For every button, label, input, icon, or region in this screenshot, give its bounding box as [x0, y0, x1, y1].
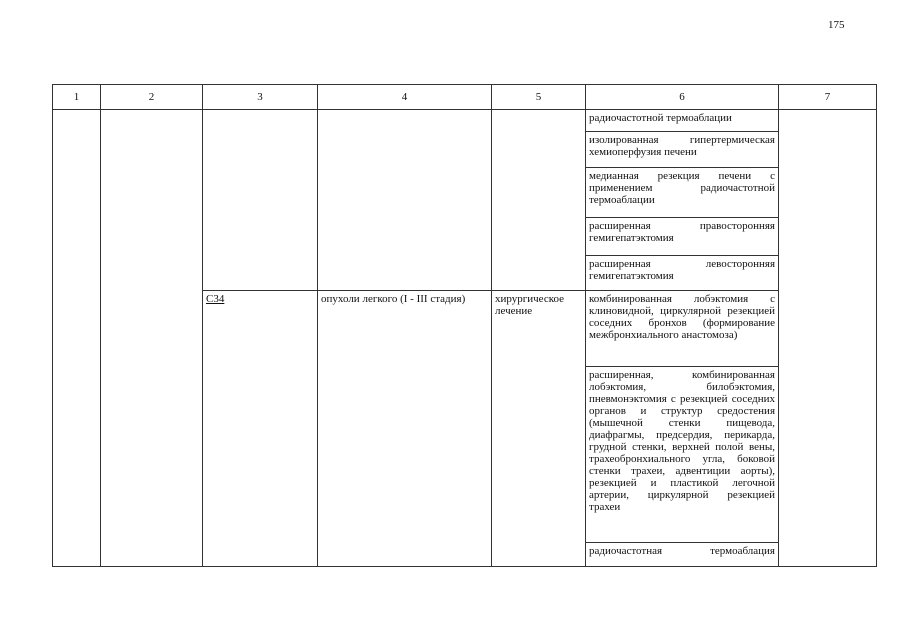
method-cell: расширенная левосторонняя гемигепатэктомия	[586, 256, 779, 291]
cell-col5	[492, 110, 586, 291]
col-header-6: 6	[586, 85, 779, 110]
cell-col4	[318, 110, 492, 291]
method-cell: расширенная, комбинированная лобэктомия, билобэктомия, пневмонэктомия с резекцией соседних органов и структур средостения (мышечной стенки пищевода, диафрагмы, предсердия, перикарда, грудной стенки, верхней полой вены, трахеобронхиального угла, боковой стенки трахеи, адвентиции аорты), резекцией и пластикой легочной артерии, циркулярной резекцией трахеи	[586, 367, 779, 543]
col-header-2: 2	[101, 85, 203, 110]
col-header-7: 7	[779, 85, 877, 110]
services-table	[52, 84, 877, 567]
treatment-cell: хирургическое лечение	[492, 291, 586, 567]
cell-col2	[101, 110, 203, 567]
col-header-4: 4	[318, 85, 492, 110]
diagnosis-code-text: C34	[206, 293, 225, 305]
method-cell: медианная резекция печени с применением радиочастотной термоаблации	[586, 168, 779, 218]
method-cell: радиочастотная термоаблация	[586, 543, 779, 567]
col-header-3: 3	[203, 85, 318, 110]
diagnosis-code	[203, 291, 318, 567]
cell-col7	[779, 110, 877, 567]
method-cell: расширенная правосторонняя гемигепатэктомия	[586, 218, 779, 256]
col-header-1: 1	[53, 85, 101, 110]
model-cell: опухоли легкого (I - III стадия)	[318, 291, 492, 567]
cell-col3	[203, 110, 318, 291]
col-header-5: 5	[492, 85, 586, 110]
method-cell: радиочастотной термоаблации	[586, 110, 779, 132]
page-number: 175	[828, 19, 845, 31]
method-cell: изолированная гипертермическая хемиоперфузия печени	[586, 132, 779, 168]
cell-col1	[53, 110, 101, 567]
table-row	[53, 110, 877, 132]
column-numbers-row	[53, 85, 877, 110]
method-cell: комбинированная лобэктомия с клиновидной, циркулярной резекцией соседних бронхов (формирование межбронхиального анастомоза)	[586, 291, 779, 367]
